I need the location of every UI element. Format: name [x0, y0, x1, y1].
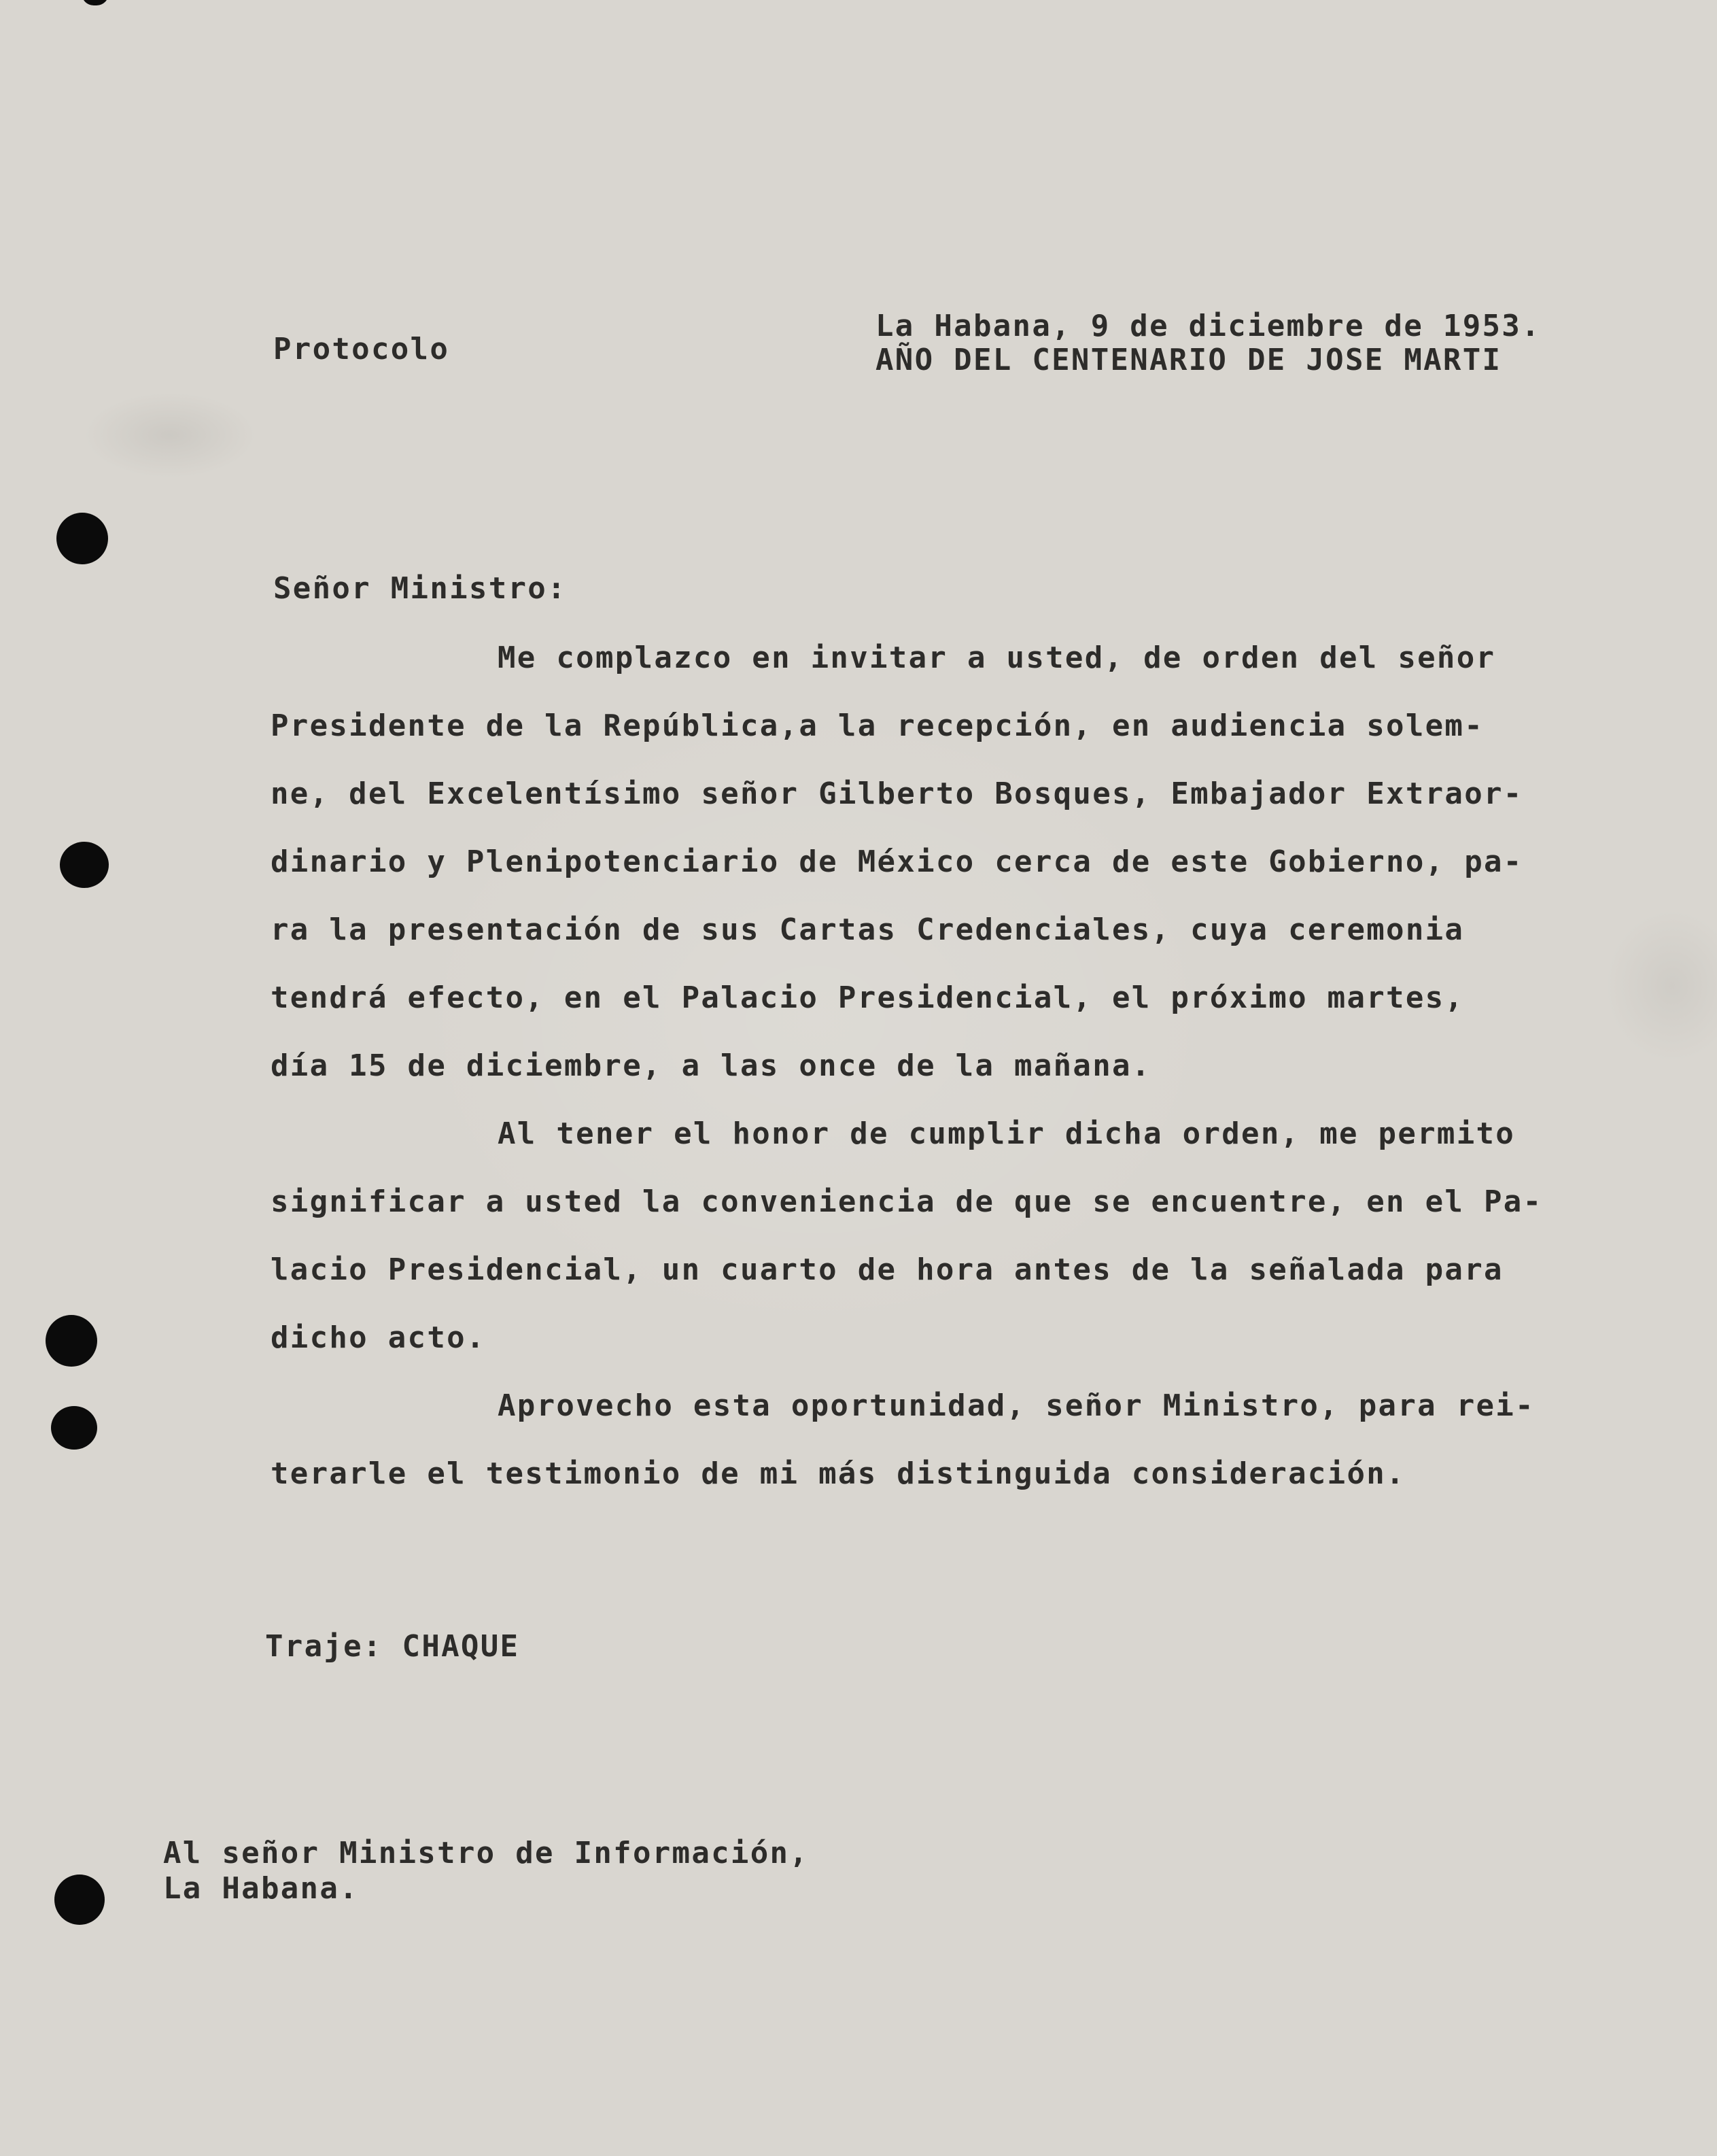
addressee-line: Al señor Ministro de Información, — [163, 1836, 810, 1870]
body-line: Al tener el honor de cumplir dicha orden, me permito — [498, 1116, 1516, 1151]
body-line: Presidente de la República,a la recepción, en audiencia solem- — [271, 708, 1484, 743]
body-line: tendrá efecto, en el Palacio Presidencial, el próximo martes, — [271, 980, 1465, 1015]
body-line: significar a usted la conveniencia de que se encuentre, en el Pa- — [271, 1184, 1543, 1219]
dress-code: Traje: CHAQUE — [265, 1629, 520, 1664]
body-line: Aprovecho esta oportunidad, señor Ministro, para rei- — [498, 1388, 1535, 1423]
salutation: Señor Ministro: — [273, 571, 567, 606]
body-line: dicho acto. — [271, 1320, 486, 1355]
addressee-line: La Habana. — [163, 1871, 359, 1906]
place-date: La Habana, 9 de diciembre de 1953. — [875, 309, 1541, 343]
punch-hole — [82, 0, 109, 5]
body-line: ra la presentación de sus Cartas Credenciales, cuya ceremonia — [271, 912, 1465, 947]
punch-hole — [60, 842, 109, 888]
punch-hole — [56, 513, 108, 564]
body-line: día 15 de diciembre, a las once de la mañana. — [271, 1048, 1151, 1083]
body-line: ne, del Excelentísimo señor Gilberto Bosques, Embajador Extraor- — [271, 776, 1523, 811]
body-line: lacio Presidencial, un cuarto de hora antes de la señalada para — [271, 1252, 1504, 1287]
body-line: Me complazco en invitar a usted, de orden del señor — [498, 640, 1496, 675]
punch-hole — [51, 1406, 97, 1450]
body-line: dinario y Plenipotenciario de México cerca de este Gobierno, pa- — [271, 844, 1523, 879]
punch-hole — [54, 1875, 105, 1925]
punch-hole — [46, 1315, 97, 1367]
body-line: terarle el testimonio de mi más distinguida consideración. — [271, 1456, 1406, 1491]
department-label: Protocolo — [273, 332, 450, 366]
year-motto: AÑO DEL CENTENARIO DE JOSE MARTI — [875, 343, 1502, 377]
